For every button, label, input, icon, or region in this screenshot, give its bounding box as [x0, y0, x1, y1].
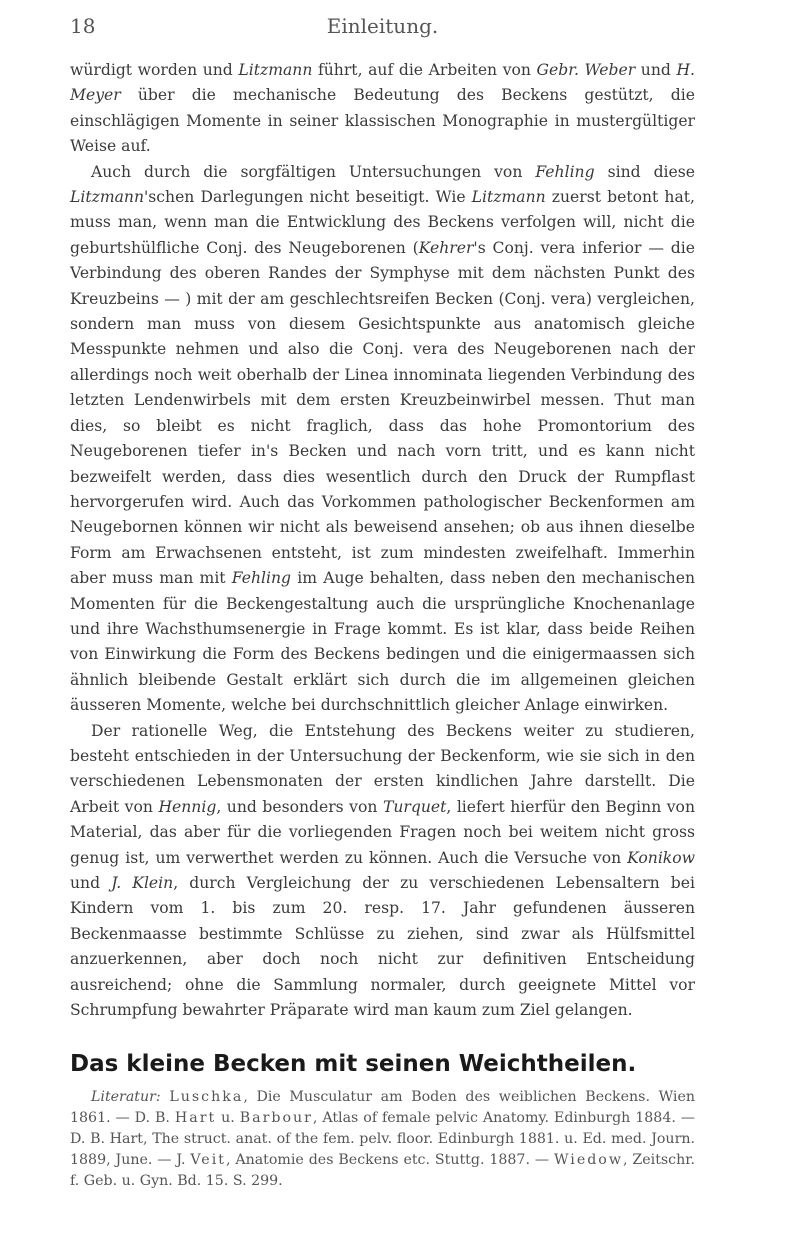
- body-text: [70, 58, 695, 1192]
- author-name: Barbour: [239, 1110, 313, 1127]
- author-name: J. Klein: [111, 874, 174, 892]
- running-title: Einleitung.: [326, 14, 439, 38]
- author-name: Fehling: [535, 162, 595, 181]
- author-name: Konikow: [627, 848, 695, 867]
- page-number: 18: [70, 14, 96, 38]
- author-name: H. Meyer: [70, 61, 696, 105]
- author-name: Litzmann: [70, 188, 144, 207]
- section-heading: Das kleine Becken mit seinen Weichtheilen.: [70, 1051, 637, 1078]
- author-name: Wiedow: [553, 1152, 623, 1169]
- author-name: Turquet: [382, 797, 447, 816]
- author-name: Gebr. Weber: [536, 61, 636, 79]
- author-name: Kehrer: [418, 238, 474, 257]
- page-header: [70, 14, 695, 38]
- author-name: Veit: [190, 1152, 226, 1169]
- literature-references: Literatur: Luschka, Die Musculatur am Boden des weiblichen Beckens. Wien 1861. — D. B. Hart u. Barbour, Atlas of female pelvic Anatomy. Edinburgh 1884. — D. B. Hart, The struct. anat. of the fem. pelv. floor. Edinburgh 1881. u. Ed. med. Journ. 1889, June. — J. Veit, Anatomie des Beckens etc. Stuttg. 1887. — Wiedow, Zeitschr. f. Geb. u. Gyn. Bd. 15. S. 299.: [70, 1089, 695, 1190]
- literature-label: Literatur:: [91, 1089, 161, 1106]
- author-name: Luschka: [169, 1089, 244, 1106]
- paragraph-3: Der rationelle Weg, die Entstehung des Beckens weiter zu studieren, besteht entschieden in der Untersuchung der Beckenform, wie sie sich in den verschiedenen Lebensmonaten der ersten kindlichen Jahre darstellt. Die Arbeit von Hennig, und besonders von Turquet, liefert hierfür den Beginn von Material, das aber für die vorliegenden Fragen noch bei weitem nicht gross genug ist, um verwerthet werden zu können. Auch die Versuche von Konikow und J. Klein, durch Vergleichung der zu verschiedenen Lebensaltern bei Kindern vom 1. bis zum 20. resp. 17. Jahr gefundenen äusseren Beckenmaasse bestimmte Schlüsse zu ziehen, sind zwar als Hülfsmittel anzuerkennen, aber doch noch nicht zur definitiven Entscheidung ausreichend; ohne die Sammlung normaler, durch geeignete Mittel vor Schrumpfung bewahrter Präparate wird man kaum zum Ziel gelangen.: [70, 721, 695, 1020]
- author-name: Litzmann: [238, 61, 313, 79]
- paragraph-1: würdigt worden und Litzmann führt, auf die Arbeiten von Gebr. Weber und H. Meyer über die mechanische Bedeutung des Beckens gestützt, die einschlägigen Momente in seiner klassischen Monographie in mustergültiger Weise auf.: [70, 61, 696, 156]
- paragraph-2: Auch durch die sorgfältigen Untersuchungen von Fehling sind diese Litzmann'schen Darlegungen nicht beseitigt. Wie Litzmann zuerst betont hat, muss man, wenn man die Entwicklung des Beckens verfolgen will, nicht die geburtshülfliche Conj. des Neugeborenen (Kehrer's Conj. vera inferior — die Verbindung des oberen Randes der Symphyse mit dem nächsten Punkt des Kreuzbeins — ) mit der am geschlechtsreifen Becken (Conj. vera) vergleichen, sondern man muss von diesem Gesichtspunkte aus anatomisch gleiche Messpunkte nehmen und also die Conj. vera des Neugeborenen nach der allerdings noch weit oberhalb der Linea innominata liegenden Verbindung des letzten Lendenwirbels mit dem ersten Kreuzbeinwirbel messen. Thut man dies, so bleibt es nicht fraglich, dass das hohe Promontorium des Neugeborenen tiefer in's Becken und nach vorn tritt, und es kann nicht bezweifelt werden, dass dies wesentlich durch den Druck der Rumpflast hervorgerufen wird. Auch das Vorkommen pathologischer Beckenformen am Neugebornen können wir nicht als beweisend ansehen; ob aus ihnen dieselbe Form am Erwachsenen entsteht, ist zum mindesten zweifelhaft. Immerhin aber muss man mit Fehling im Auge behalten, dass neben den mechanischen Momenten für die Beckengestaltung auch die ursprüngliche Knochenanlage und ihre Wachsthumsenergie in Frage kommt. Es ist klar, dass beide Reihen von Einwirkung die Form des Beckens bedingen und die einigermaassen sich ähnlich bleibende Gestalt erklärt sich durch die im allgemeinen gleichen äusseren Momente, welche bei durchschnittlich gleicher Anlage einwirken.: [70, 162, 696, 715]
- author-name: Hart: [174, 1110, 217, 1127]
- author-name: Hennig: [158, 797, 217, 816]
- author-name: Fehling: [231, 569, 292, 588]
- author-name: Litzmann: [471, 188, 546, 207]
